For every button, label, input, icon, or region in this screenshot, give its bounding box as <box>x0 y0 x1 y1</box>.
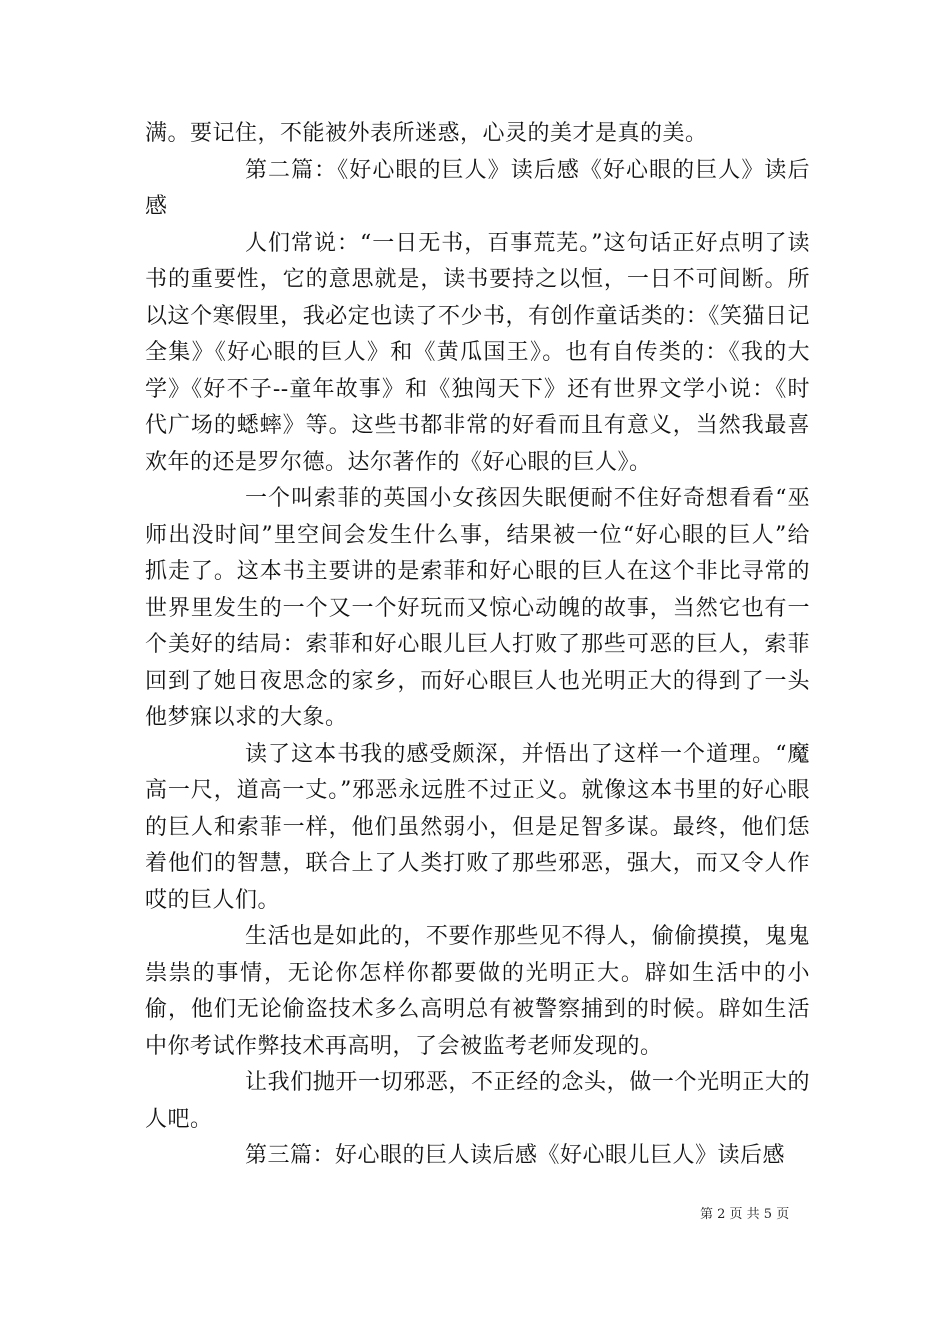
section-heading-part-three: 第三篇：好心眼的巨人读后感《好心眼儿巨人》读后感 <box>245 1143 786 1168</box>
page-number-footer: 第 2 页 共 5 页 <box>700 1207 790 1222</box>
paragraph-continuation: 满。要记住，不能被外表所迷惑，心灵的美才是真的美。 <box>145 121 708 146</box>
paragraph-reading-importance: 人们常说：“一日无书，百事荒芜。”这句话正好点明了读书的重要性，它的意思就是，读书要持之以恒，一日不可间断。所以这个寒假里，我必定也读了不少书，有创作童话类的：《笑猫日记全集》《好心眼的巨人》和《黄瓜国王》。也有自传类的：《我的大学》《好不子--童年故事》和《独闯天下》还有世界文学小说：《时代广场的蟋蟀》等。这些书都非常的好看而且有意义，当然我最喜欢年的还是罗尔德。达尔著作的《好心眼的巨人》。 <box>145 230 810 475</box>
paragraph-reflection: 读了这本书我的感受颇深，并悟出了这样一个道理。“魔高一尺，道高一丈。”邪恶永远胜不过正义。就像这本书里的好心眼的巨人和索菲一样，他们虽然弱小，但是足智多谋。最终，他们恁着他们的智慧，联合上了人类打败了那些邪恶，强大，而又令人作哎的巨人们。 <box>145 741 810 913</box>
document-body <box>145 116 810 1175</box>
paragraph-story-summary: 一个叫索菲的英国小女孩因失眠便耐不住好奇想看看“巫师出没时间”里空间会发生什么事，结果被一位“好心眼的巨人”给抓走了。这本书主要讲的是索菲和好心眼的巨人在这个非比寻常的世界里发生的一个又一个好玩而又惊心动魄的故事，当然它也有一个美好的结局：索菲和好心眼儿巨人打败了那些可恶的巨人，索菲回到了她日夜思念的家乡，而好心眼巨人也光明正大的得到了一头他梦寐以求的大象。 <box>145 486 810 730</box>
paragraph-life-lesson: 生活也是如此的，不要作那些见不得人，偷偷摸摸，鬼鬼祟祟的事情，无论你怎样你都要做的光明正大。辟如生活中的小偷，他们无论偷盗技术多么高明总有被警察捕到的时候。辟如生活中你考试作弊技术再高明，了会被监考老师发现的。 <box>145 924 810 1059</box>
section-heading-part-two: 第二篇：《好心眼的巨人》读后感《好心眼的巨人》读后感 <box>145 157 810 219</box>
paragraph-conclusion: 让我们抛开一切邪恶，不正经的念头，做一个光明正大的人吧。 <box>145 1070 810 1132</box>
